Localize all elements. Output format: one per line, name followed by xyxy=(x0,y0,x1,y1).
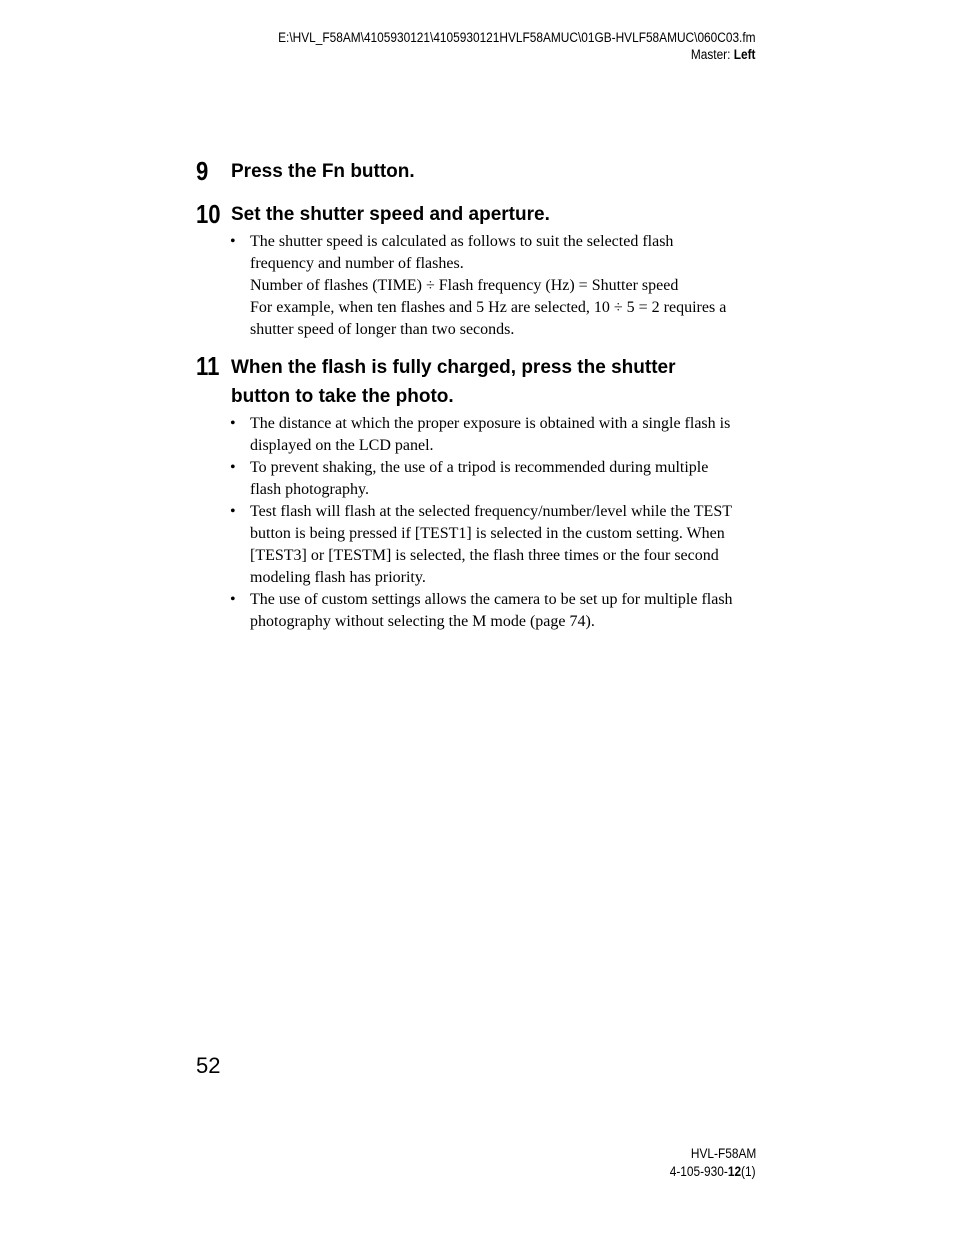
file-path-header: E:\HVL_F58AM\4105930121\4105930121HVLF58AMUC\01GB-HVLF58AMUC\060C03.fm xyxy=(278,30,756,45)
bullet-marker: • xyxy=(230,459,236,476)
page-number: 52 xyxy=(196,1053,221,1078)
master-value: Left xyxy=(734,47,756,62)
list-item: • To prevent shaking, the use of a tripod is recommended during multiple flash photography. xyxy=(230,459,709,498)
footer-model: HVL-F58AM xyxy=(690,1146,756,1161)
list-item: • The shutter speed is calculated as follows to suit the selected flash frequency and number of flashes. Number of flashes (TIME) ÷ Flash frequency (Hz) = Shutter speed For example, when ten flashes and 5 Hz are selected, 10 ÷ 5 = 2 requires a shutter speed of longer than two seconds. xyxy=(230,233,727,338)
bullet-marker: • xyxy=(230,233,236,250)
bullet-marker: • xyxy=(230,503,236,520)
bullet-marker: • xyxy=(230,415,236,432)
list-item: • The distance at which the proper exposure is obtained with a single flash is displayed on the LCD panel. xyxy=(230,415,731,454)
step-number: 11 xyxy=(196,351,220,381)
step-10-bullets xyxy=(230,231,775,341)
footer-part-code: 4-105-930-12(1) xyxy=(670,1164,756,1179)
step-title: When the flash is fully charged, press the shutter button to take the photo. xyxy=(231,357,676,407)
master-label: Master: xyxy=(691,47,735,62)
list-item: • Test flash will flash at the selected frequency/number/level while the TEST button is being pressed if [TEST1] is selected in the custom setting. When [TEST3] or [TESTM] is selected, the flash three times or the four second modeling flash has priority. xyxy=(230,503,732,586)
step-number: 10 xyxy=(196,199,221,229)
list-item: • The use of custom settings allows the camera to be set up for multiple flash photography without selecting the M mode (page 74). xyxy=(230,591,733,630)
master-page-label xyxy=(691,46,756,63)
step-title: Set the shutter speed and aperture. xyxy=(231,204,550,225)
step-11-bullets xyxy=(230,413,775,633)
step-title: Press the Fn button. xyxy=(231,161,415,182)
step-number: 9 xyxy=(196,156,209,186)
bullet-marker: • xyxy=(230,591,236,608)
